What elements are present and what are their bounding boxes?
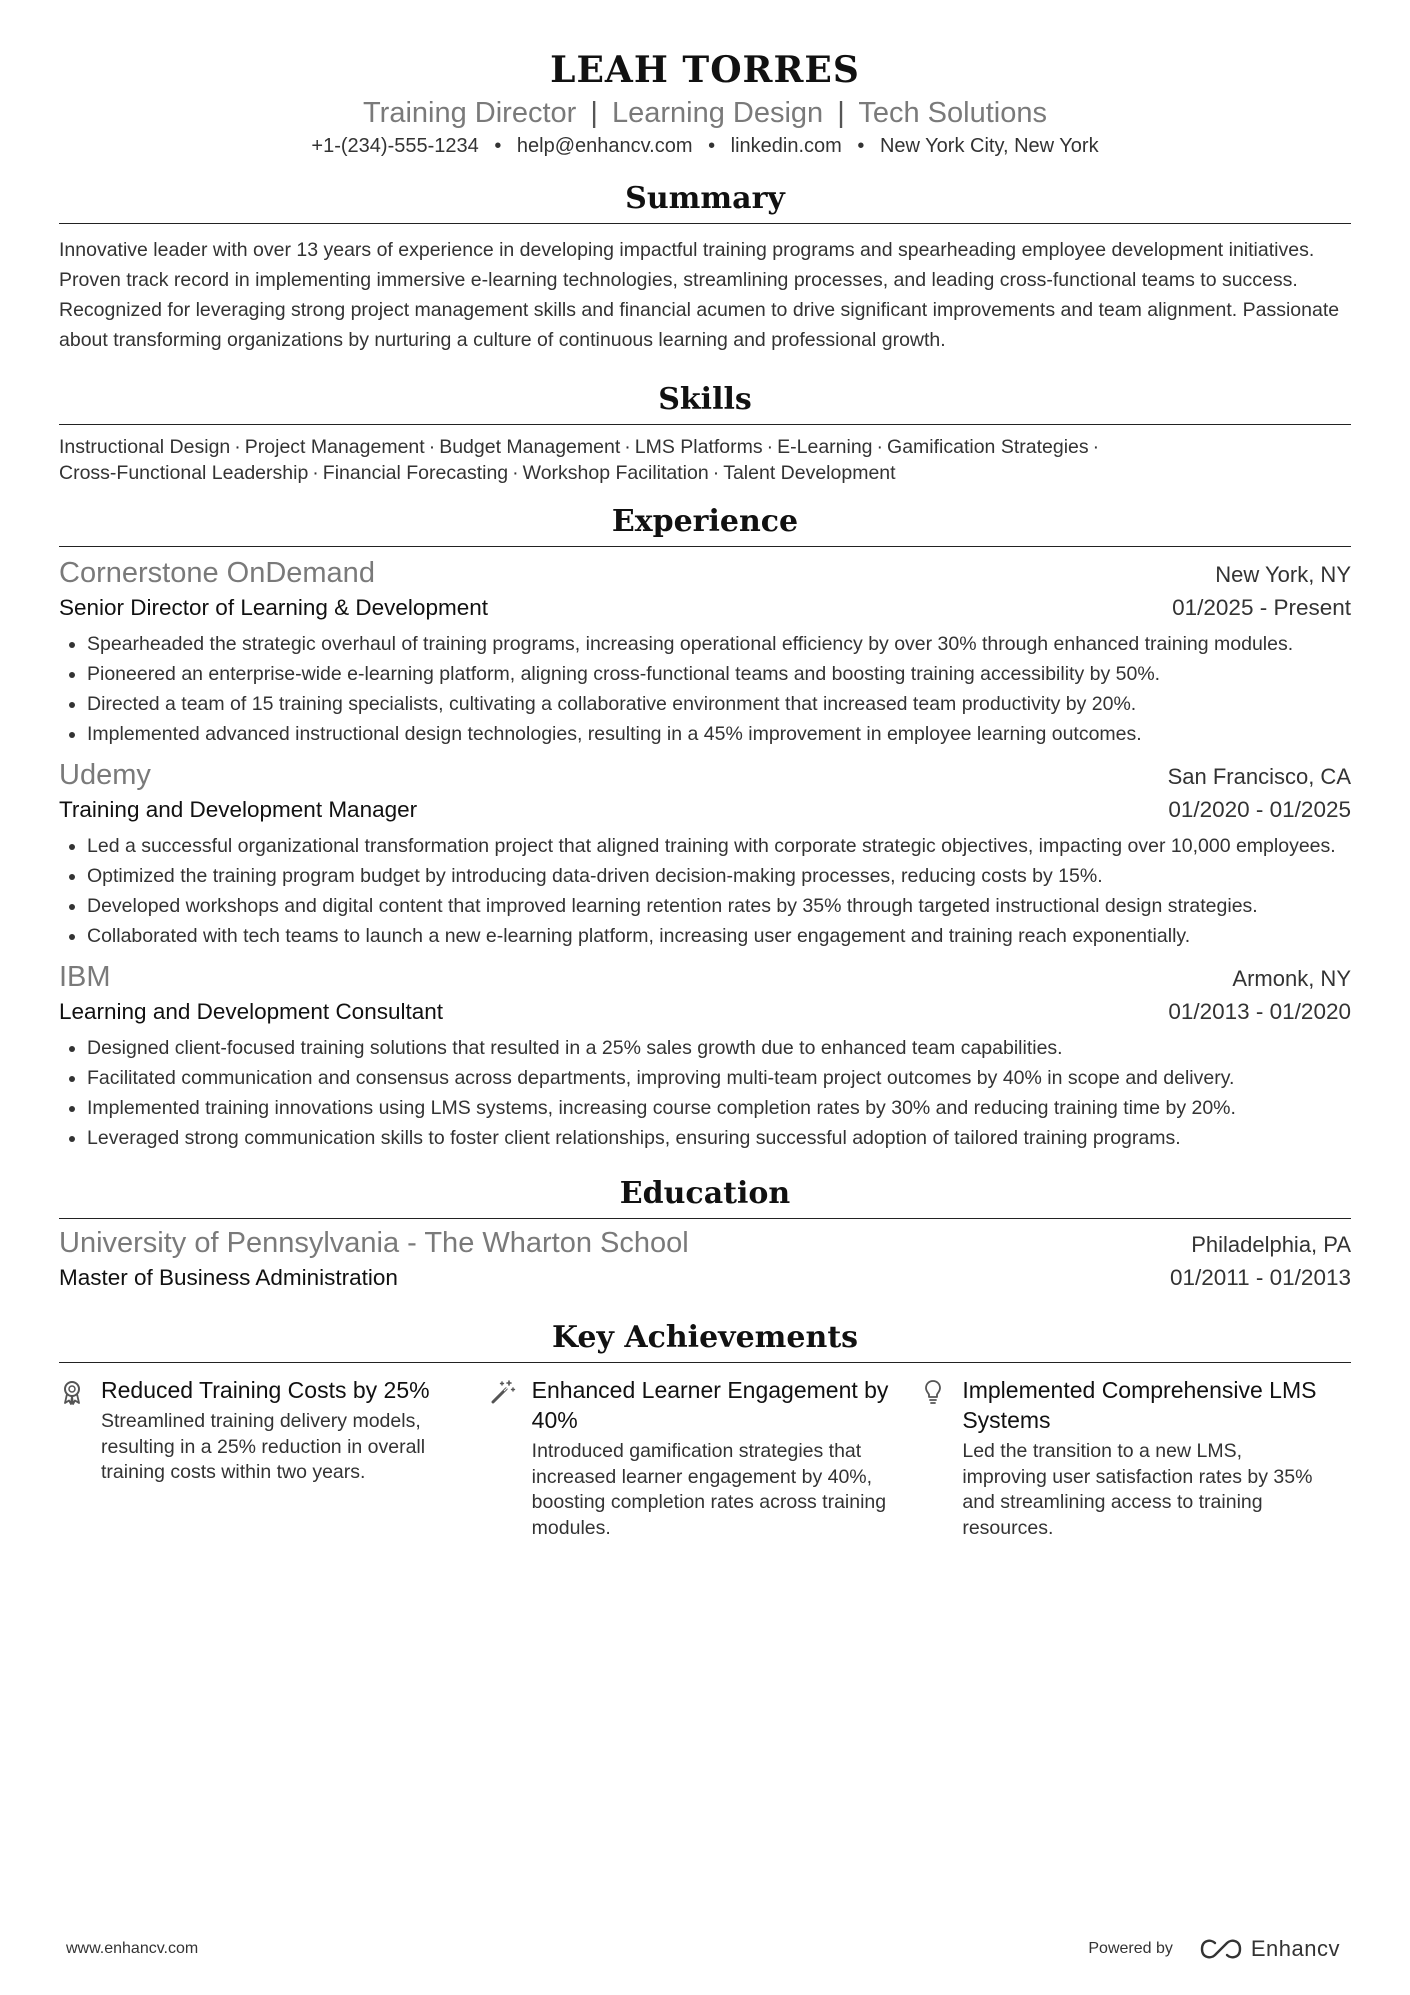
company-name: Cornerstone OnDemand <box>59 557 375 589</box>
education-subheader <box>59 1261 1351 1295</box>
skill-separator: · <box>234 436 241 458</box>
skill-separator: · <box>512 462 519 484</box>
achievement-body <box>962 1375 1331 1541</box>
summary-text: Innovative leader with over 13 years of experience in developing impactful training programs and spearheading employee development initiatives. Proven track record in implementing immersive e-learning technologies, streamlining processes, and leading cross-functional teams to success. Recognized for leveraging strong project management skills and financial acumen to drive significant improvements and team alignment. Passionate about transforming organizations by nurturing a culture of continuous learning and professional growth. <box>59 239 1340 351</box>
school-name: University of Pennsylvania - The Wharton School <box>59 1227 689 1259</box>
summary-section <box>59 180 1351 355</box>
enhancv-logo-icon <box>1199 1938 1243 1960</box>
skill-item: Instructional Design <box>59 436 231 458</box>
headline-part: Tech Solutions <box>858 97 1047 129</box>
headline <box>59 94 1351 132</box>
job-bullet: • Spearheaded the strategic overhaul of training programs, increasing operational efficiency by over 30% through enhanced training modules. <box>87 629 1351 659</box>
job-entry <box>59 555 1351 749</box>
section-title-achievements: Key Achievements <box>59 1319 1351 1363</box>
achievements-section <box>59 1319 1351 1541</box>
headline-part: Learning Design <box>611 97 824 129</box>
job-bullet: • Designed client-focused training solutions that resulted in a 25% sales growth due to enhanced team capabilities. <box>87 1033 1351 1063</box>
skill-separator: · <box>876 436 884 458</box>
brand-name: Enhancv <box>1250 1936 1340 1961</box>
job-location: Armonk, NY <box>1232 966 1351 991</box>
headline-part: Training Director <box>363 97 577 129</box>
candidate-name: LEAH TORRES <box>550 49 860 91</box>
job-entry <box>59 959 1351 1153</box>
achievement-description: Introduced gamification strategies that increased learner engagement by 40%, boosting completion rates across training modules. <box>531 1440 887 1539</box>
job-subheader <box>59 591 1351 625</box>
job-bullet: • Implemented training innovations using LMS systems, increasing course completion rates by 30% and reducing training time by 20%. <box>87 1093 1351 1123</box>
page-footer <box>66 1936 1340 1962</box>
contact-separator: • <box>708 135 716 157</box>
headline-separator: | <box>590 97 598 129</box>
education-dates: 01/2011 - 01/2013 <box>1170 1265 1351 1290</box>
job-location: San Francisco, CA <box>1167 764 1351 789</box>
experience-section <box>59 503 1351 1153</box>
job-title: Learning and Development Consultant <box>59 999 444 1024</box>
education-header <box>59 1225 1351 1261</box>
achievement-title: Enhanced Learner Engagement by 40% <box>531 1377 889 1433</box>
achievement-item <box>920 1375 1351 1541</box>
location: New York City, New York <box>879 135 1099 157</box>
job-header <box>59 757 1351 793</box>
resume-header <box>59 0 1351 160</box>
contact-separator: • <box>857 135 865 157</box>
job-bullet: • Developed workshops and digital content that improved learning retention rates by 35% through targeted instructional design strategies. <box>87 891 1351 921</box>
achievement-item <box>490 1375 921 1541</box>
skill-item: Project Management <box>244 436 425 458</box>
skill-separator: · <box>312 462 319 484</box>
job-header <box>59 959 1351 995</box>
job-dates: 01/2025 - Present <box>1172 595 1351 620</box>
achievement-description: Streamlined training delivery models, resulting in a 25% reduction in overall training costs within two years. <box>101 1410 426 1483</box>
contact-separator: • <box>494 135 502 157</box>
contact-info <box>59 132 1351 160</box>
section-title-experience: Experience <box>59 503 1351 547</box>
job-bullets <box>59 831 1351 951</box>
job-dates: 01/2020 - 01/2025 <box>1168 797 1351 822</box>
linkedin-link[interactable]: linkedin.com <box>730 135 842 157</box>
achievement-body <box>101 1375 470 1541</box>
achievement-item <box>59 1375 490 1541</box>
skill-item: Gamification Strategies <box>887 436 1089 458</box>
skill-item: Financial Forecasting <box>322 462 509 484</box>
job-bullet: • Leveraged strong communication skills to foster client relationships, ensuring successful adoption of tailored training programs. <box>87 1123 1351 1153</box>
achievement-body <box>532 1375 901 1541</box>
job-subheader <box>59 793 1351 827</box>
education-entry <box>59 1225 1351 1295</box>
section-title-education: Education <box>59 1175 1351 1219</box>
job-bullet: • Facilitated communication and consensus across departments, improving multi-team project outcomes by 40% in scope and delivery. <box>87 1063 1351 1093</box>
skill-separator: · <box>766 436 774 458</box>
skill-item: Workshop Facilitation <box>522 462 709 484</box>
job-title: Training and Development Manager <box>59 797 418 822</box>
powered-by <box>1088 1936 1340 1962</box>
job-title: Senior Director of Learning & Development <box>59 595 488 620</box>
email-link[interactable]: help@enhancv.com <box>516 135 693 157</box>
section-title-skills: Skills <box>59 381 1351 425</box>
magic-wand-icon <box>490 1379 516 1405</box>
job-entry <box>59 757 1351 951</box>
job-dates: 01/2013 - 01/2020 <box>1168 999 1351 1024</box>
education-section <box>59 1175 1351 1295</box>
skill-item: LMS Platforms <box>634 436 763 458</box>
achievements-grid <box>59 1375 1351 1541</box>
powered-by-label: Powered by <box>1088 1940 1173 1957</box>
skill-separator: · <box>624 436 631 458</box>
headline-separator: | <box>837 97 845 129</box>
job-bullet: • Led a successful organizational transformation project that aligned training with corporate strategic objectives, impacting over 10,000 employees. <box>87 831 1351 861</box>
job-bullet: • Pioneered an enterprise-wide e-learning platform, aligning cross-functional teams and boosting training accessibility by 50%. <box>87 659 1351 689</box>
achievement-description: Led the transition to a new LMS, improving user satisfaction rates by 35% and streamlining access to training resources. <box>962 1440 1313 1539</box>
footer-website-link[interactable]: www.enhancv.com <box>66 1940 199 1957</box>
achievement-title: Reduced Training Costs by 25% <box>101 1377 430 1403</box>
job-bullet: • Directed a team of 15 training specialists, cultivating a collaborative environment that increased team productivity by 20%. <box>87 689 1351 719</box>
skill-item: Budget Management <box>439 436 621 458</box>
section-title-summary: Summary <box>59 180 1351 224</box>
degree: Master of Business Administration <box>59 1265 398 1290</box>
job-bullets <box>59 629 1351 749</box>
skill-separator: · <box>428 436 436 458</box>
job-bullets <box>59 1033 1351 1153</box>
award-icon <box>59 1379 85 1405</box>
job-bullet: • Implemented advanced instructional design technologies, resulting in a 45% improvement in employee learning outcomes. <box>87 719 1351 749</box>
school-location: Philadelphia, PA <box>1191 1232 1351 1257</box>
skill-separator: · <box>1092 436 1100 458</box>
skill-item: Cross-Functional Leadership <box>59 462 309 484</box>
company-name: IBM <box>59 961 111 993</box>
skills-section <box>59 381 1351 486</box>
job-bullet: • Optimized the training program budget by introducing data-driven decision-making processes, reducing costs by 15%. <box>87 861 1351 891</box>
skill-separator: · <box>712 462 720 484</box>
skill-item: Talent Development <box>723 462 896 484</box>
company-name: Udemy <box>59 759 151 791</box>
lightbulb-icon <box>920 1379 946 1405</box>
achievement-title: Implemented Comprehensive LMS Systems <box>962 1377 1317 1433</box>
job-bullet: • Collaborated with tech teams to launch a new e-learning platform, increasing user engagement and training reach exponentially. <box>87 921 1351 951</box>
job-header <box>59 555 1351 591</box>
phone-number: +1-(234)-555-1234 <box>311 135 479 157</box>
skill-item: E-Learning <box>777 436 873 458</box>
job-subheader <box>59 995 1351 1029</box>
job-location: New York, NY <box>1215 562 1351 587</box>
skills-list <box>59 434 1351 486</box>
